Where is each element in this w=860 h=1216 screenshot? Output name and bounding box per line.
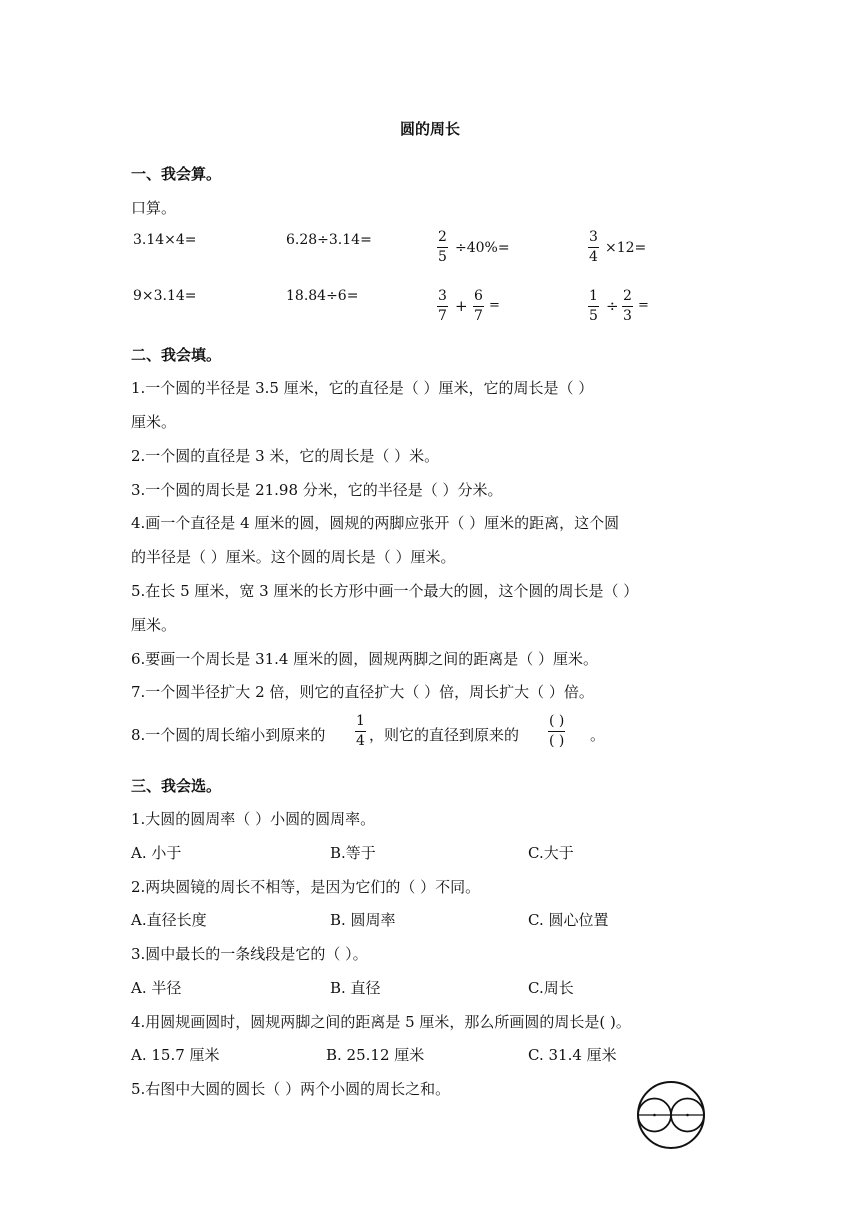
- fill-line-10: 7.一个圆半径扩大 2 倍，则它的直径扩大（ ）倍，周长扩大（ ）倍。: [131, 683, 594, 701]
- fraction-bar: [437, 306, 448, 307]
- section3-heading: 三、我会选。: [131, 777, 222, 795]
- choice-q4-option-a: A. 15.7 厘米: [131, 1046, 220, 1064]
- center-dot-left: [653, 1114, 656, 1117]
- q8-end: 。: [590, 726, 606, 744]
- section2-heading: 二、我会填。: [131, 346, 222, 364]
- fraction-denominator: 7: [438, 308, 447, 324]
- fill-line-9: 6.要画一个周长是 31.4 厘米的圆，圆规两脚之间的距离是（ ）厘米。: [131, 650, 599, 668]
- fraction-bar: [437, 247, 448, 248]
- section1-subheading: 口算。: [131, 199, 177, 217]
- fraction: [588, 288, 599, 325]
- fraction-denominator: 4: [356, 733, 365, 749]
- fraction-denominator: 3: [623, 308, 632, 324]
- fill-line-4: 3.一个圆的周长是 21.98 分米，它的半径是（ ）分米。: [131, 481, 503, 499]
- fill-line-8: 厘米。: [131, 616, 177, 634]
- calc-1b: 6.28÷3.14=: [286, 232, 372, 248]
- fraction-denominator: 4: [589, 249, 598, 265]
- center-dot-right: [686, 1114, 689, 1117]
- fraction: [437, 288, 448, 325]
- fraction-numerator: 2: [623, 288, 632, 304]
- page-title: 圆的周长: [399, 120, 460, 138]
- choice-q1: 1.大圆的圆周率（ ）小圆的圆周率。: [131, 810, 376, 828]
- choice-q4-option-b: B. 25.12 厘米: [326, 1046, 425, 1064]
- fraction: [588, 229, 599, 266]
- calc-1d-rest: ×12=: [605, 240, 647, 256]
- choice-q4-option-c: C. 31.4 厘米: [528, 1046, 617, 1064]
- fraction-denominator-blank: ( ): [549, 733, 565, 749]
- fraction-bar: [548, 731, 565, 732]
- fraction-bar: [588, 306, 599, 307]
- choice-q1-option-b: B.等于: [330, 844, 376, 862]
- calc-1c-rest: ÷40%=: [455, 240, 510, 256]
- q8-prefix: 8.一个圆的周长缩小到原来的: [131, 726, 326, 744]
- calc-2a: 9×3.14=: [133, 288, 197, 304]
- fraction: [355, 713, 366, 750]
- circles-figure: [634, 1078, 708, 1152]
- fill-line-7: 5.在长 5 厘米，宽 3 厘米的长方形中画一个最大的圆，这个圆的周长是（ ）: [131, 582, 639, 600]
- fraction-numerator: 3: [438, 288, 447, 304]
- fill-line-5: 4.画一个直径是 4 厘米的圆，圆规的两脚应张开（ ）厘米的距离，这个圆: [131, 514, 620, 532]
- calc-2b: 18.84÷6=: [286, 288, 359, 304]
- fraction-bar: [355, 731, 366, 732]
- choice-q5: 5.右图中大圆的圆长（ ）两个小圆的周长之和。: [131, 1080, 451, 1098]
- fraction-denominator: 5: [438, 249, 447, 265]
- fraction: [473, 288, 484, 325]
- fill-line-1: 1.一个圆的半径是 3.5 厘米，它的直径是（ ）厘米，它的周长是（ ）: [131, 379, 594, 397]
- fill-line-2: 厘米。: [131, 413, 177, 431]
- q8-middle: ，则它的直径到原来的: [369, 726, 520, 744]
- fraction: [437, 229, 448, 266]
- choice-q3-option-b: B. 直径: [330, 979, 381, 997]
- fraction-numerator: 6: [474, 288, 483, 304]
- fraction-numerator: 2: [438, 229, 447, 245]
- answer-fraction: [548, 713, 565, 750]
- choice-q3-option-c: C.周长: [528, 979, 574, 997]
- center-dot-middle: [670, 1114, 673, 1117]
- calc-1a: 3.14×4=: [133, 232, 197, 248]
- choice-q2: 2.两块圆镜的周长不相等，是因为它们的（ ）不同。: [131, 878, 481, 896]
- choice-q1-option-c: C.大于: [528, 844, 574, 862]
- section1-heading: 一、我会算。: [131, 165, 222, 183]
- fraction-numerator: 3: [589, 229, 598, 245]
- choice-q2-option-b: B. 圆周率: [330, 911, 396, 929]
- choice-q1-option-a: A. 小于: [131, 844, 182, 862]
- fraction-numerator: 1: [356, 713, 365, 729]
- choice-q4: 4.用圆规画圆时，圆规两脚之间的距离是 5 厘米，那么所画圆的周长是( )。: [131, 1013, 631, 1031]
- equals-sign: =: [489, 298, 500, 313]
- fraction-bar: [588, 247, 599, 248]
- fill-line-3: 2.一个圆的直径是 3 米，它的周长是（ ）米。: [131, 447, 440, 465]
- choice-q3: 3.圆中最长的一条线段是它的（ ）。: [131, 945, 368, 963]
- equals-sign: =: [638, 298, 649, 313]
- fraction-numerator-blank: ( ): [549, 713, 565, 729]
- choice-q2-option-c: C. 圆心位置: [528, 911, 609, 929]
- fraction-bar: [473, 306, 484, 307]
- fraction-numerator: 1: [589, 288, 598, 304]
- choice-q2-option-a: A.直径长度: [131, 911, 207, 929]
- choice-q3-option-a: A. 半径: [131, 979, 182, 997]
- fraction: [622, 288, 633, 325]
- fill-line-6: 的半径是（ ）厘米。这个圆的周长是（ ）厘米。: [131, 548, 456, 566]
- fraction-denominator: 5: [589, 308, 598, 324]
- plus-sign: +: [455, 297, 468, 315]
- fraction-bar: [622, 306, 633, 307]
- fraction-denominator: 7: [474, 308, 483, 324]
- divide-sign: ÷: [606, 297, 619, 315]
